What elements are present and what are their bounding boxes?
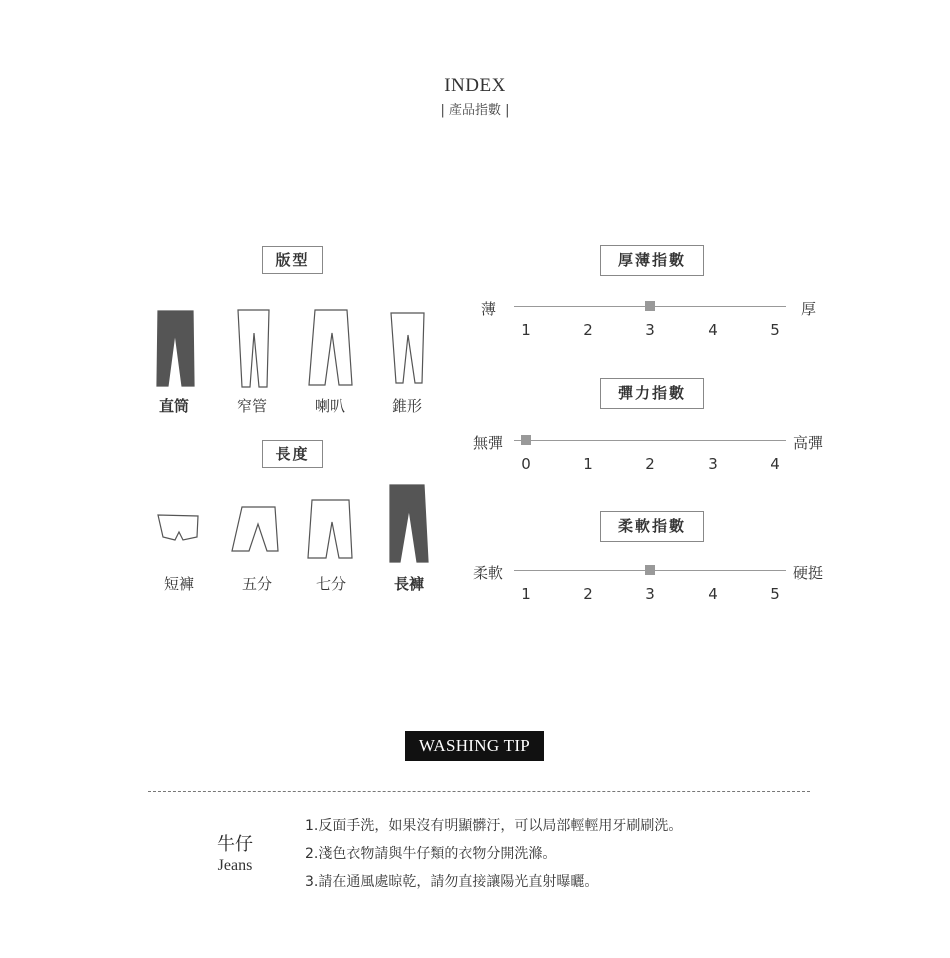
- shorts-icon: [158, 515, 198, 540]
- thickness-tick: 2: [583, 321, 593, 339]
- thickness-scale-label: 厚薄指數: [600, 245, 704, 276]
- fit-item-skinny: 窄管: [236, 397, 267, 415]
- softness-tick: 5: [770, 585, 780, 603]
- elasticity-tick: 4: [770, 455, 780, 473]
- material-name-zh: 牛仔: [217, 834, 253, 855]
- elasticity-tick: 1: [583, 455, 593, 473]
- length-section-label: 長度: [262, 440, 323, 468]
- thickness-tick: 4: [708, 321, 718, 339]
- softness-marker: [645, 565, 655, 575]
- washing-tip-item: 3.請在通風處晾乾，請勿直接讓陽光直射曝曬。: [305, 874, 599, 890]
- elasticity-scale-label: 彈力指數: [600, 378, 704, 409]
- material-name-en: Jeans: [217, 857, 253, 874]
- half-length-pants-icon: [232, 507, 278, 551]
- softness-tick: 3: [645, 585, 655, 603]
- elasticity-left-label: 無彈: [473, 434, 504, 452]
- length-item-cropped: 七分: [315, 575, 346, 593]
- elasticity-tick: 0: [521, 455, 531, 473]
- length-item-full: 長褲: [393, 575, 424, 593]
- skinny-pants-icon: [238, 310, 269, 387]
- flare-pants-icon: [309, 310, 352, 385]
- washing-tip-item: 2.淺色衣物請與牛仔類的衣物分開洗滌。: [305, 846, 557, 862]
- washing-tip-banner: WASHING TIP: [405, 731, 544, 761]
- softness-left-label: 柔軟: [473, 564, 504, 582]
- tapered-pants-icon: [391, 313, 424, 383]
- elasticity-tick: 2: [645, 455, 655, 473]
- length-item-shorts: 短褲: [163, 575, 194, 593]
- length-icons: [150, 482, 440, 567]
- length-item-half: 五分: [241, 575, 272, 593]
- elasticity-right-label: 高彈: [793, 434, 824, 452]
- thickness-tick: 3: [645, 321, 655, 339]
- softness-scale-label: 柔軟指數: [600, 511, 704, 542]
- cropped-pants-icon: [308, 500, 352, 558]
- index-title: INDEX: [444, 75, 506, 96]
- fit-icons: [150, 305, 440, 395]
- softness-right-label: 硬挺: [793, 564, 824, 582]
- elasticity-track: [514, 440, 786, 441]
- elasticity-marker: [521, 435, 531, 445]
- thickness-tick: 5: [770, 321, 780, 339]
- thickness-left-label: 薄: [481, 300, 497, 318]
- softness-tick: 4: [708, 585, 718, 603]
- softness-tick: 2: [583, 585, 593, 603]
- elasticity-tick: 3: [708, 455, 718, 473]
- full-length-pants-icon: [390, 485, 428, 562]
- softness-tick: 1: [521, 585, 531, 603]
- fit-item-tapered: 錐形: [391, 397, 422, 415]
- thickness-right-label: 厚: [801, 300, 817, 318]
- dashed-divider: [148, 791, 810, 792]
- straight-pants-icon: [157, 311, 194, 386]
- index-subtitle: | 產品指數 |: [440, 103, 510, 118]
- fit-item-straight: 直筒: [158, 397, 189, 415]
- washing-tip-item: 1.反面手洗，如果沒有明顯髒汙，可以局部輕輕用牙刷刷洗。: [305, 818, 683, 834]
- fit-section-label: 版型: [262, 246, 323, 274]
- thickness-tick: 1: [521, 321, 531, 339]
- fit-item-flare: 喇叭: [314, 397, 345, 415]
- thickness-marker: [645, 301, 655, 311]
